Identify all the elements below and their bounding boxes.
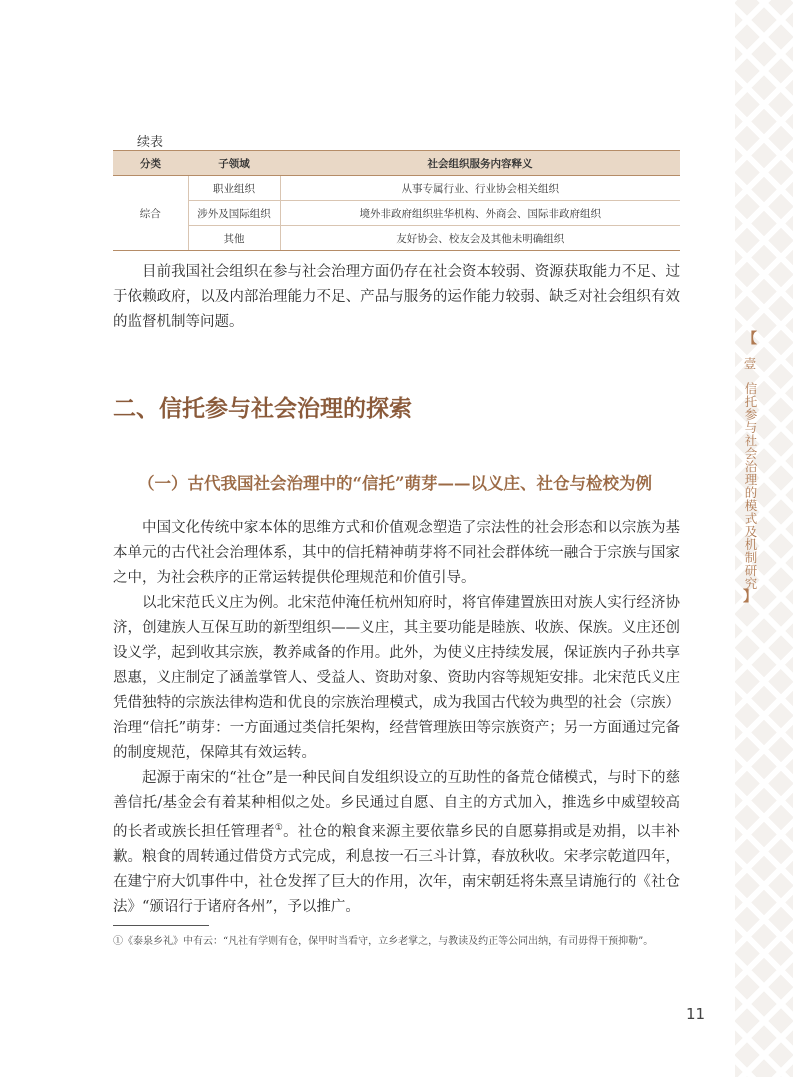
social-organization-table — [113, 150, 680, 251]
body-paragraph-1 — [113, 516, 680, 591]
table-header-row — [113, 151, 680, 176]
footnote-divider — [113, 925, 209, 926]
table-cell-description: 境外非政府组织驻华机构、外商会、国际非政府组织 — [280, 201, 680, 226]
section-title: 二、信托参与社会治理的探索 — [113, 396, 412, 422]
table-row — [113, 176, 680, 201]
table-continued-label: 续表 — [137, 135, 164, 150]
body-paragraph-3-text-b: 。社仓的粮食来源主要依靠乡民的自愿募捐或是劝捐，以丰补歉。粮食的周转通过借贷方式完成，利息按一石三斗计算，春放秋收。宋孝宗乾道四年，在建宁府大饥事件中，社仓发挥了巨大的作用，次年，南宋朝廷将朱熹呈请施行的《社仓法》“颁诏行于诸府各州”，予以推广。 — [113, 823, 680, 915]
body-paragraph-2-text: 以北宋范氏义庄为例。北宋范仲淹任杭州知府时，将官俸建置族田对族人实行经济协济，创建族人互保互助的新型组织——义庄，其主要功能是睦族、收族、保族。义庄还创设义学，起到收其宗族，教养咸备的作用。此外，为使义庄持续发展，保证族内子孙共享恩惠，义庄制定了涵盖掌管人、受益人、资助对象、资助内容等规矩安排。北宋范氏义庄凭借独特的宗族法律构造和优良的宗族治理模式，成为我国古代较为典型的社会（宗族）治理“信托”萌芽：一方面通过类信托架构，经营管理族田等宗族资产；另一方面通过完备的制度规范，保障其有效运转。 — [113, 595, 680, 761]
body-paragraph-2 — [113, 591, 680, 766]
table-header-subfield: 子领域 — [188, 151, 280, 176]
table-header-description: 社会组织服务内容释义 — [280, 151, 680, 176]
body-paragraph-1-text: 中国文化传统中家本体的思维方式和价值观念塑造了宗法性的社会形态和以宗族为基本单元的古代社会治理体系，其中的信托精神萌芽将不同社会群体统一融合于宗族与国家之中，为社会秩序的正常运转提供伦理规范和价值引导。 — [113, 520, 680, 586]
table-cell-subfield: 职业组织 — [188, 176, 280, 201]
table-row — [113, 201, 680, 226]
table-row — [113, 226, 680, 251]
footnote: ①《泰泉乡礼》中有云：“凡社有学则有仓，保甲时当看守，立乡老掌之，与教读及约正等公同出纳，有司毋得干预抑勒”。 — [113, 936, 654, 947]
intro-paragraph — [113, 260, 680, 335]
table-cell-description: 友好协会、校友会及其他未明确组织 — [280, 226, 680, 251]
table-cell-subfield: 其他 — [188, 226, 280, 251]
side-tab-chapter-number: 壹 — [743, 356, 757, 371]
side-tab-chapter-title: 信托参与社会治理的模式及机制研究 — [743, 382, 758, 590]
footnote-reference[interactable]: ① — [274, 823, 284, 833]
intro-paragraph-text: 目前我国社会组织在参与社会治理方面仍存在社会资本较弱、资源获取能力不足、过于依赖政府，以及内部治理能力不足、产品与服务的运作能力较弱、缺乏对社会组织有效的监督机制等问题。 — [113, 264, 680, 330]
side-tab-close-bracket: 】 — [743, 589, 757, 605]
table-cell-description: 从事专属行业、行业协会相关组织 — [280, 176, 680, 201]
body-paragraph-3 — [113, 766, 680, 920]
table-header-category: 分类 — [113, 151, 188, 176]
table-cell-subfield: 涉外及国际组织 — [188, 201, 280, 226]
table-cell-category: 综合 — [113, 176, 188, 251]
side-tab-open-bracket: 【 — [743, 331, 757, 347]
chapter-side-tab — [740, 332, 760, 604]
page-number: 11 — [686, 1005, 706, 1023]
subsection-title: （一）古代我国社会治理中的“信托”萌芽——以义庄、社仓与检校为例 — [138, 474, 652, 493]
body-paragraph-3-text-a: 起源于南宋的“社仓”是一种民间自发组织设立的互助性的备荒仓储模式，与时下的慈善信托/基金会有着某种相似之处。乡民通过自愿、自主的方式加入，推选乡中威望较高的长者或族长担任管理者 — [113, 770, 680, 840]
